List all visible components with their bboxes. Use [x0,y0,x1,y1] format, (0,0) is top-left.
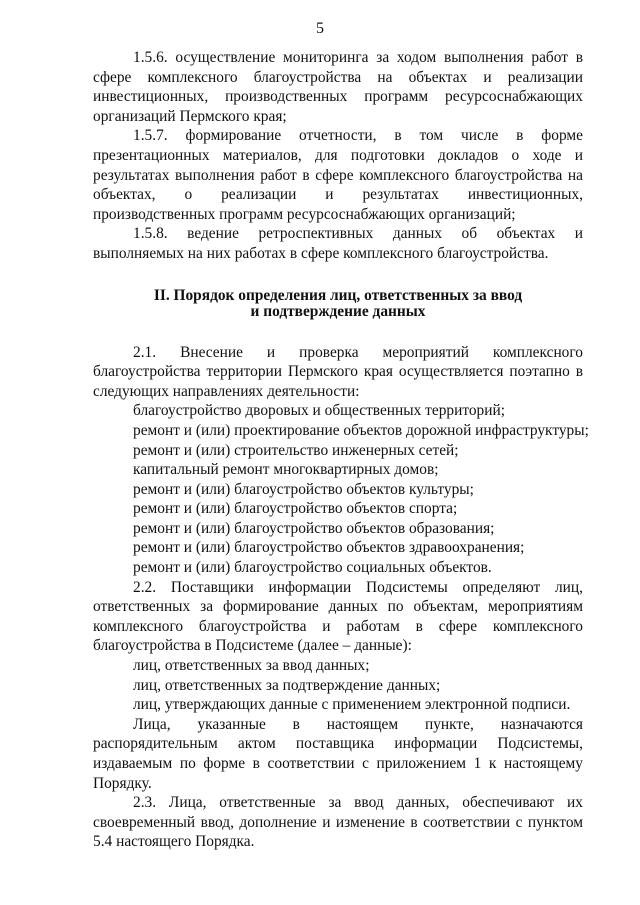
direction-item: ремонт и (или) проектирование объектов дорожной инфраструктуры; [133,421,589,439]
person-item: лиц, утверждающих данные с применением электронной подписи. [133,696,571,714]
direction-item: капитальный ремонт многоквартирных домов; [133,461,439,479]
paragraph-1-5-7: 1.5.7. формирование отчетности, в том числе в форме презентационных материалов, для подготовки докладов о ходе и результатах выполнения работ в сфере комплексного благоустройства на объектах, о реализации и результатах инвестиционных, производственных программ ресурсоснабжающих организаций; [93,127,583,223]
direction-item: ремонт и (или) благоустройство объектов культуры; [133,480,474,498]
page-number: 5 [316,20,324,37]
section-heading [93,264,583,343]
direction-item: ремонт и (или) благоустройство объектов образования; [133,519,495,537]
direction-item: ремонт и (или) благоустройство объектов спорта; [133,500,458,518]
document-body [93,48,589,852]
direction-item: ремонт и (или) благоустройство объектов здравоохранения; [133,539,525,557]
paragraph-2-2: 2.2. Поставщики информации Подсистемы определяют лиц, ответственных за формирование данных по объектам, мероприятиям комплексного благоустройства и работам в сфере комплексного благоустройства в Подсистеме (далее – данные): [93,578,583,655]
person-item: лиц, ответственных за подтверждение данных; [133,676,441,694]
paragraph-1-5-6: 1.5.6. осуществление мониторинга за ходом выполнения работ в сфере комплексного благоустройства на объектах и реализации инвестиционных, производственных программ ресурсоснабжающих организаций Пермского края; [93,49,583,125]
paragraph-2-3: 2.3. Лица, ответственные за ввод данных, обеспечивают их своевременный ввод, дополнение и изменение в соответствии с пунктом 5.4 настоящего Порядка. [93,794,583,851]
section-heading-line-1: II. Порядок определения лиц, ответственных за ввод [153,286,523,304]
person-item: лиц, ответственных за ввод данных; [133,657,370,675]
paragraph-2-2-appointment: Лица, указанные в настоящем пункте, назначаются распорядительным актом поставщика информации Подсистемы, издаваемым по форме в соответствии с приложением 1 к настоящему Порядку. [93,715,583,792]
paragraph-1-5-8: 1.5.8. ведение ретроспективных данных об объектах и выполняемых на них работах в сфере комплексного благоустройства. [93,225,583,262]
section-heading-line-2: и подтверждение данных [250,302,426,320]
paragraph-2-1: 2.1. Внесение и проверка мероприятий комплексного благоустройства территории Пермского края осуществляется поэтапно в следующих направлениях деятельности: [93,343,583,400]
direction-item: благоустройство дворовых и общественных территорий; [133,402,505,420]
direction-item: ремонт и (или) благоустройство социальных объектов. [133,559,492,577]
direction-item: ремонт и (или) строительство инженерных сетей; [133,441,459,459]
